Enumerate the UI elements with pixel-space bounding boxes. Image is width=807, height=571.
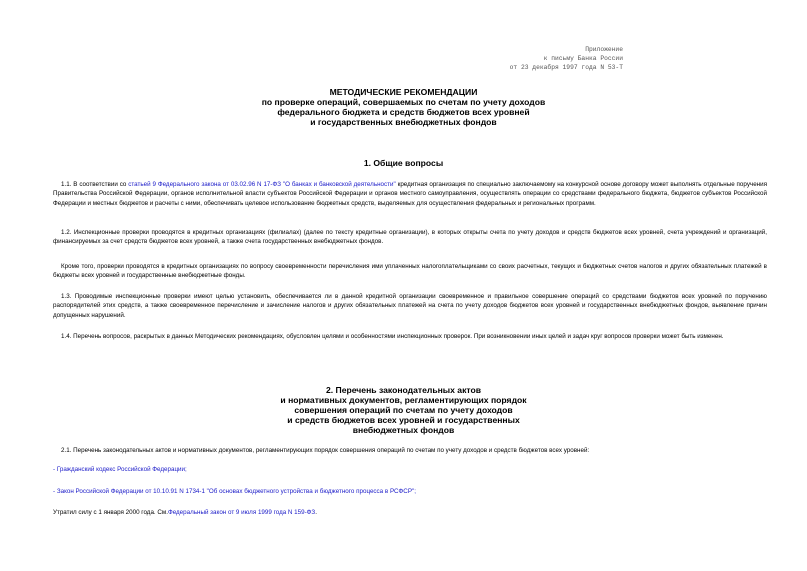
paragraph-2-1: 2.1. Перечень законодательных актов и нормативных документов, регламентирующих порядок совершения операций по счетам по учету доходов и средств бюджетов всех уровней: bbox=[61, 447, 590, 454]
paragraph-1-1 bbox=[53, 180, 767, 208]
law-link-159fz[interactable]: Федеральный закон от 9 июля 1999 года N 159-ФЗ bbox=[167, 509, 316, 516]
section-2-line-1: 2. Перечень законодательных актов bbox=[325, 385, 482, 395]
paragraph-text: 1.1. В соответствии со bbox=[61, 181, 129, 188]
paragraph-1-3: 1.3. Проводимые инспекционные проверки имеют целью установить, обеспечивается ли в данной кредитной организации своевременное и правильное совершение операций со средствами бюджетов всех уровней по поручению распорядителей этих средств, а также своевременное перечисление и зачисление налогов и других обязательных платежей на счета по учету доходов бюджетов всех уровней и государственных внебюджетных фондов, выявление причин допущенных нарушений. bbox=[53, 293, 767, 319]
section-2-line-3: совершения операций по счетам по учету доходов bbox=[294, 405, 513, 415]
section-2-line-5: внебюджетных фондов bbox=[352, 425, 455, 435]
list-item-budget-law[interactable] bbox=[53, 487, 767, 496]
appendix-line-3: от 23 декабря 1997 года N 53-Т bbox=[509, 64, 623, 71]
title-line-4: и государственных внебюджетных фондов bbox=[310, 117, 497, 127]
repeal-note bbox=[53, 508, 767, 517]
section-2-line-4: и средств бюджетов всех уровней и государственных bbox=[287, 415, 520, 425]
list-item-civil-code[interactable] bbox=[53, 465, 767, 474]
note-text: . bbox=[315, 509, 317, 516]
note-text: Утратил силу с 1 января 2000 года. См. bbox=[53, 509, 168, 516]
appendix-note bbox=[423, 45, 623, 72]
paragraph-text: кредитная организация по специально заключаемому на конкурсной основе договору может выполнять отдельные поручения Правительства Российской Федерации, органов исполнительной власти субъектов Российской Федерации и органов местного самоуправления, осуществлять операции со средствами федерального бюджета, бюджетов субъектов Российской Федерации и местных бюджетов и расчеты с ними, обеспечивать целевое использование бюджетных средств, выделяемых для осуществления федеральных и региональных программ. bbox=[53, 181, 767, 207]
title-line-2: по проверке операций, совершаемых по счетам по учету доходов bbox=[261, 97, 546, 107]
paragraph-1-2: 1.2. Инспекционные проверки проводятся в кредитных организациях (филиалах) (далее по тексту кредитные организации), в которых открыты счета по учету доходов и средств бюджетов всех уровней, счета учреждений и организаций, финансируемых за счет средств бюджетов всех уровней, а также счета государственных внебюджетных фондов. bbox=[53, 229, 767, 246]
section-2-title bbox=[0, 385, 807, 435]
paragraph-1-2-cont: Кроме того, проверки проводятся в кредитных организациях по вопросу своевременности перечисления ими уплаченных налогоплательщиками со своих расчетных, текущих и бюджетных счетов налогов и других обязательных платежей в бюджеты всех уровней и государственные внебюджетные фонды. bbox=[53, 263, 767, 280]
appendix-line-2: к письму Банка России bbox=[543, 55, 623, 62]
law-link-budget-law[interactable]: - Закон Российской Федерации от 10.10.91 N 1734-1 "Об основах бюджетного устройства и бюджетного процесса в РСФСР"; bbox=[53, 488, 416, 495]
appendix-line-1: Приложение bbox=[585, 46, 623, 53]
law-link-banks[interactable]: статьей 9 Федерального закона от 03.02.96 N 17-ФЗ "О банках и банковской деятельности" bbox=[128, 181, 396, 188]
law-link-civil-code[interactable]: - Гражданский кодекс Российской Федерации; bbox=[53, 466, 187, 473]
title-line-3: федерального бюджета и средств бюджетов всех уровней bbox=[277, 107, 530, 117]
document-title bbox=[0, 87, 807, 127]
section-1-title: 1. Общие вопросы bbox=[363, 158, 444, 168]
title-line-1: МЕТОДИЧЕСКИЕ РЕКОМЕНДАЦИИ bbox=[329, 87, 478, 97]
section-2-line-2: и нормативных документов, регламентирующих порядок bbox=[280, 395, 527, 405]
paragraph-1-4: 1.4. Перечень вопросов, раскрытых в данных Методических рекомендациях, обусловлен целями и особенностями инспекционных проверок. При возникновении иных целей и задач круг вопросов проверки может быть изменен. bbox=[61, 333, 724, 340]
